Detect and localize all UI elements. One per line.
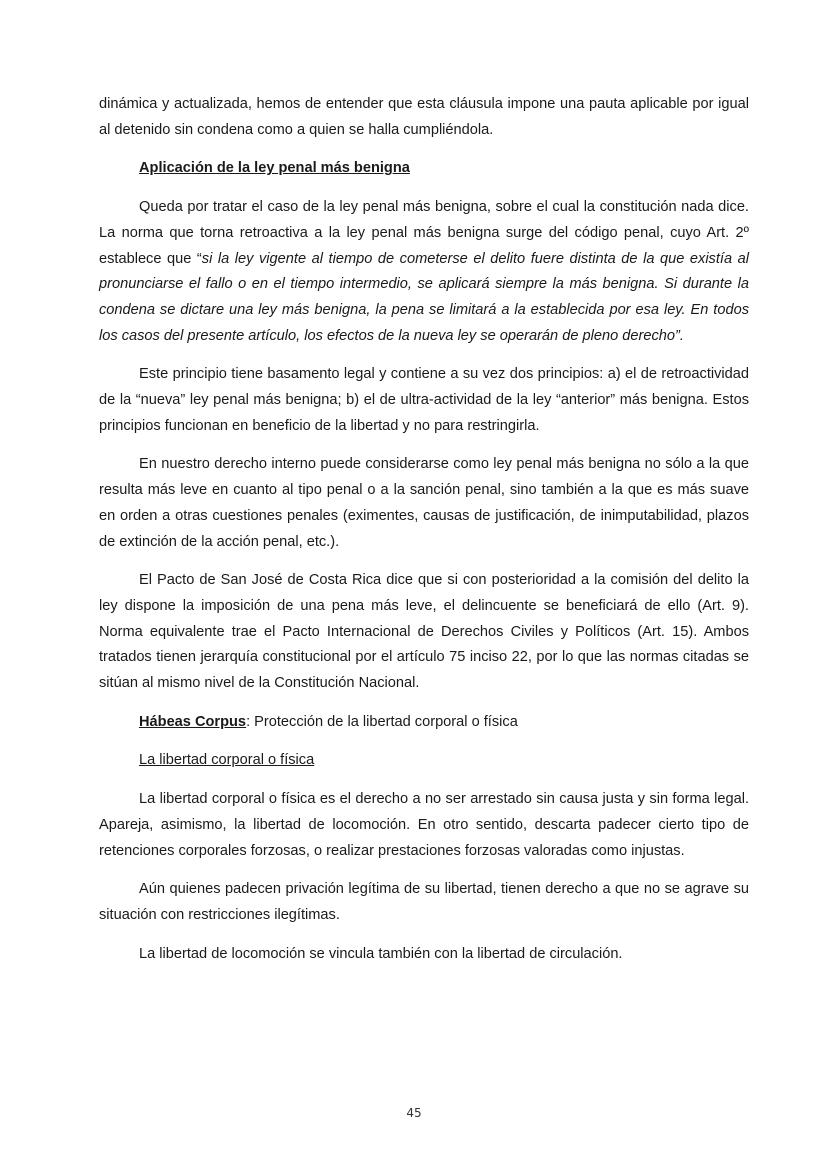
paragraph-pacto-san-jose: El Pacto de San José de Costa Rica dice que si con posterioridad a la comisión del delito la ley dispone la imposición de una pena más leve, el delincuente se beneficiará de ello (Art. 9). Norma equivalente trae el Pacto Internacional de Derechos Civiles y Políticos (Art. 15). Ambos tratados tienen jerarquía constitucional por el artículo 75 inciso 22, por lo que las normas citadas se sitúan al mismo nivel de la Constitución Nacional.: [99, 572, 749, 692]
paragraph-derecho-interno: En nuestro derecho interno puede considerarse como ley penal más benigna no sólo a la que resulta más leve en cuanto al tipo penal o a la sanción penal, sino también a la que es más suave en orden a otras cuestiones penales (eximentes, causas de justificación, de inimputabilidad, plazos de extinción de la acción penal, etc.).: [99, 456, 749, 550]
paragraph-principios: Este principio tiene basamento legal y contiene a su vez dos principios: a) el de retroactividad de la “nueva” ley penal más benigna; b) el de ultra-actividad de la ley “anterior” más benigna. Estos principios funcionan en beneficio de la libertad y no para restringirla.: [99, 366, 749, 434]
quoted-article: si la ley vigente al tiempo de cometerse el delito fuere distinta de la que existía al pronunciarse el fallo o en el tiempo intermedio, se aplicará siempre la más benigna. Si durante la condena se dictare una ley más benigna, la pena se limitará a la establecida por esa ley. En todos los casos del presente artículo, los efectos de la nueva ley se operarán de pleno derecho”.: [99, 250, 749, 344]
section-heading-habeas-corpus: [99, 710, 749, 736]
habeas-corpus-subtitle: : Protección de la libertad corporal o física: [246, 713, 518, 730]
paragraph-continuation: dinámica y actualizada, hemos de entender que esta cláusula impone una pauta aplicable por igual al detenido sin condena como a quien se halla cumpliéndola.: [99, 96, 749, 138]
subheading-libertad-corporal: La libertad corporal o física: [139, 752, 315, 769]
section-heading-ley-penal: Aplicación de la ley penal más benigna: [139, 160, 410, 177]
habeas-corpus-label: Hábeas Corpus: [139, 713, 247, 730]
paragraph-libertad-corporal: La libertad corporal o física es el derecho a no ser arrestado sin causa justa y sin forma legal. Apareja, asimismo, la libertad de locomoción. En otro sentido, descarta padecer cierto tipo de retenciones corporales forzosas, o realizar prestaciones forzosas valoradas como injustas.: [99, 791, 749, 859]
paragraph-text: Queda por tratar el caso de la ley penal más benigna, sobre el cual la constitución nada dice. La norma que torna retroactiva a la ley penal más benigna surge del código penal, cuyo Art. 2º establece que “: [99, 199, 749, 267]
paragraph-privacion-legitima: Aún quienes padecen privación legítima de su libertad, tienen derecho a que no se agrave su situación con restricciones ilegítimas.: [99, 881, 749, 923]
document-page: [99, 92, 749, 967]
paragraph-ley-penal-benigna: [99, 195, 749, 349]
paragraph-locomocion: La libertad de locomoción se vincula también con la libertad de circulación.: [139, 945, 623, 962]
page-number: 45: [406, 1106, 422, 1120]
